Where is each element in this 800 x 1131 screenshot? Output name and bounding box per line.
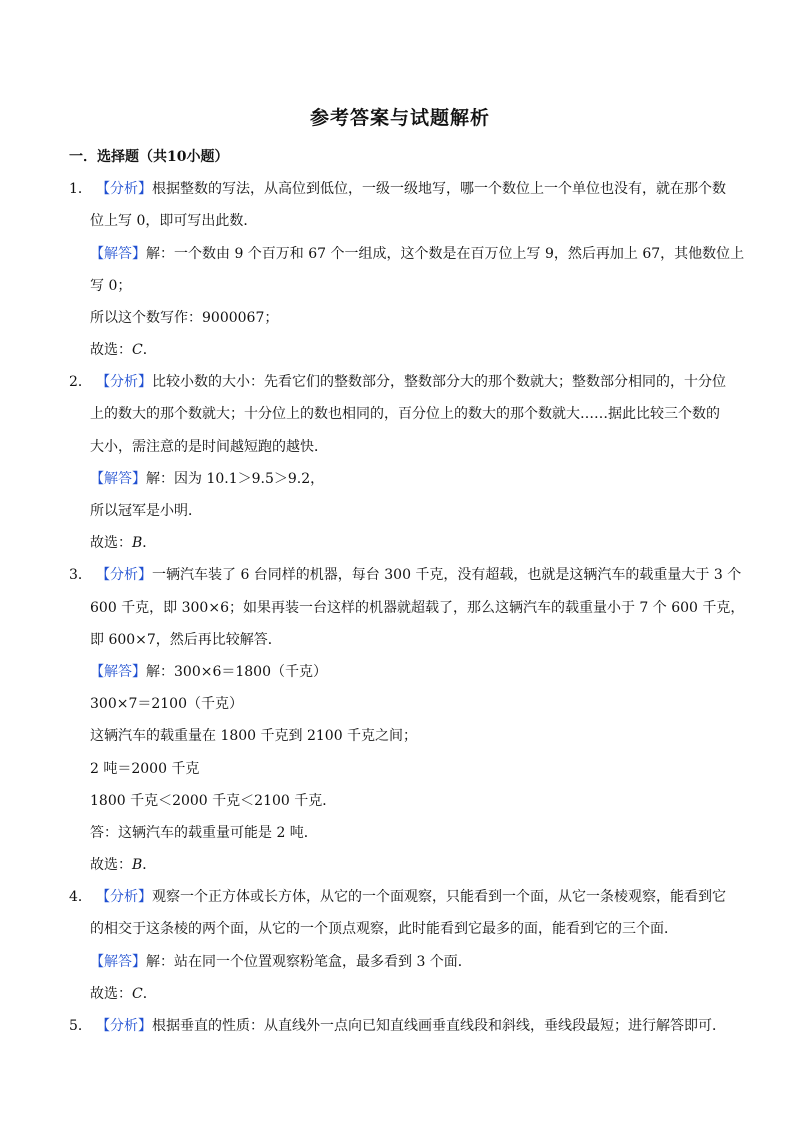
answer-tag: 【解答】 [90, 954, 146, 970]
q4-choice-line [90, 985, 157, 1003]
analysis-text: 一辆汽车装了 6 台同样的机器，每台 300 千克，没有超载，也就是这辆汽车的载重量大于 3 个 [152, 567, 742, 583]
analysis-tag: 【分析】 [96, 1018, 152, 1034]
q3-answer-line [90, 663, 327, 681]
analysis-text: 根据整数的写法，从高位到低位，一级一级地写，哪一个数位上一个单位也没有，就在那个数 [152, 181, 726, 197]
section-heading: 一．选择题（共10小题） [69, 149, 229, 165]
choice-end: ． [142, 857, 157, 873]
q3-answer-line: 这辆汽车的载重量在 1800 千克到 2100 千克之间； [90, 728, 418, 744]
answer-text: 解：因为 10.1＞9.5＞9.2， [146, 471, 325, 487]
answer-tag: 【解答】 [90, 246, 146, 262]
q2-choice-line [90, 534, 156, 552]
choice-letter: C [132, 342, 143, 358]
analysis-text: 观察一个正方体或长方体，从它的一个面观察，只能看到一个面，从它一条棱观察，能看到它 [152, 889, 726, 905]
q1-answer-line: 写 0； [90, 278, 132, 294]
analysis-tag: 【分析】 [96, 889, 152, 905]
answer-text: 解：300×6＝1800（千克） [146, 664, 327, 680]
q3-answer-line: 答：这辆汽车的载重量可能是 2 吨． [90, 825, 318, 841]
q4-analysis-line: 的相交于这条棱的两个面，从它的一个顶点观察，此时能看到它最多的面，能看到它的三个面． [90, 921, 678, 937]
answer-tag: 【解答】 [90, 664, 146, 680]
q2-answer-line: 所以冠军是小明． [90, 503, 202, 519]
q1-answer-line [90, 245, 744, 263]
choice-end: ． [142, 986, 157, 1002]
choice-prefix: 故选： [90, 342, 132, 358]
answer-tag: 【解答】 [90, 471, 146, 487]
choice-letter: B [132, 857, 143, 873]
q2-answer-line [90, 470, 324, 488]
q5-analysis-line [69, 1017, 726, 1035]
answer-text: 解：站在同一个位置观察粉笔盒，最多看到 3 个面． [146, 954, 472, 970]
question-number: 4． [69, 889, 92, 905]
q3-analysis-line: 600 千克，即 300×6；如果再装一台这样的机器就超载了，那么这辆汽车的载重量小于 7 个 600 千克， [90, 600, 745, 616]
q2-analysis-line: 上的数大的那个数就大；十分位上的数也相同的，百分位上的数大的那个数就大……据此比较三个数的 [90, 406, 720, 422]
question-number: 3． [69, 567, 92, 583]
choice-end: ． [142, 342, 157, 358]
q2-analysis-line [69, 373, 726, 391]
q3-analysis-line [69, 566, 741, 584]
q4-answer-line [90, 953, 472, 971]
answer-text: 解：一个数由 9 个百万和 67 个一组成，这个数是在百万位上写 9，然后再加上 67，其他数位上 [146, 246, 745, 262]
choice-prefix: 故选： [90, 857, 132, 873]
q1-analysis-line: 位上写 0，即可写出此数． [90, 213, 258, 229]
q3-choice-line [90, 856, 156, 874]
analysis-text: 根据垂直的性质：从直线外一点向已知直线画垂直线段和斜线，垂线段最短；进行解答即可． [152, 1018, 726, 1034]
q3-answer-line: 2 吨＝2000 千克 [90, 761, 200, 777]
q4-analysis-line [69, 888, 726, 906]
choice-letter: C [132, 986, 143, 1002]
question-number: 2． [69, 374, 92, 390]
question-number: 5． [69, 1018, 92, 1034]
q1-answer-line: 所以这个数写作：9000067； [90, 310, 279, 326]
analysis-text: 比较小数的大小：先看它们的整数部分，整数部分大的那个数就大；整数部分相同的，十分位 [152, 374, 726, 390]
q3-answer-line: 1800 千克＜2000 千克＜2100 千克． [90, 793, 337, 809]
q2-analysis-line: 大小，需注意的是时间越短跑的越快． [90, 439, 328, 455]
choice-end: ． [142, 535, 157, 551]
analysis-tag: 【分析】 [96, 374, 152, 390]
choice-letter: B [132, 535, 143, 551]
analysis-tag: 【分析】 [96, 181, 152, 197]
q3-analysis-line: 即 600×7，然后再比较解答． [90, 632, 282, 648]
choice-prefix: 故选： [90, 986, 132, 1002]
choice-prefix: 故选： [90, 535, 132, 551]
question-number: 1． [69, 181, 92, 197]
q1-analysis-line [69, 180, 726, 198]
analysis-tag: 【分析】 [96, 567, 152, 583]
q1-choice-line [90, 341, 157, 359]
page-title: 参考答案与试题解析 [309, 107, 490, 129]
q3-answer-line: 300×7＝2100（千克） [90, 696, 243, 712]
